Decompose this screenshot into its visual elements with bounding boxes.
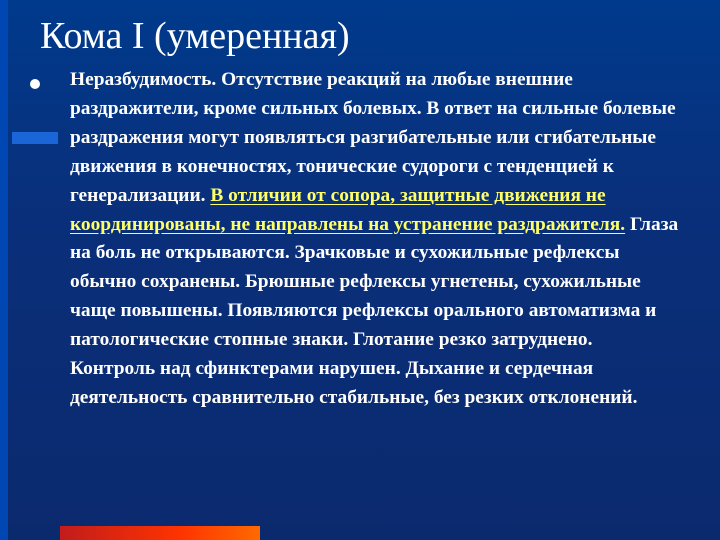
body-text-part-2: Глаза на боль не открываются. Зрачковые и сухожильные рефлексы обычно сохранены. Брюшные рефлексы угнетены, сухожильные чаще повышены. Появляются рефлексы орального автоматизма и патологические стопные знаки. Глотание резко затруднено. Контроль над сфинктерами нарушен. Дыхание и сердечная деятельность сравнительно стабильные, без резких отклонений. xyxy=(70,213,679,408)
decorative-orange-bar xyxy=(60,526,260,540)
decorative-blue-bar xyxy=(12,132,58,144)
highlighted-link-text[interactable]: В отличии от сопора, защитные движения не координированы, не направлены на устранение раздражителя. xyxy=(70,184,626,235)
slide-title: Кома I (умеренная) xyxy=(40,15,350,57)
body-text-part-1: Неразбудимость. Отсутствие реакций на любые внешние раздражители, кроме сильных болевых. В ответ на сильные болевые раздражения могут появляться разгибательные или сгибательные движения в конечностях, тонические судороги с тенденцией к генерализации. xyxy=(70,69,676,206)
slide-body-text xyxy=(70,66,680,413)
decorative-left-bar xyxy=(0,0,8,540)
bullet-dot-icon xyxy=(30,79,40,89)
